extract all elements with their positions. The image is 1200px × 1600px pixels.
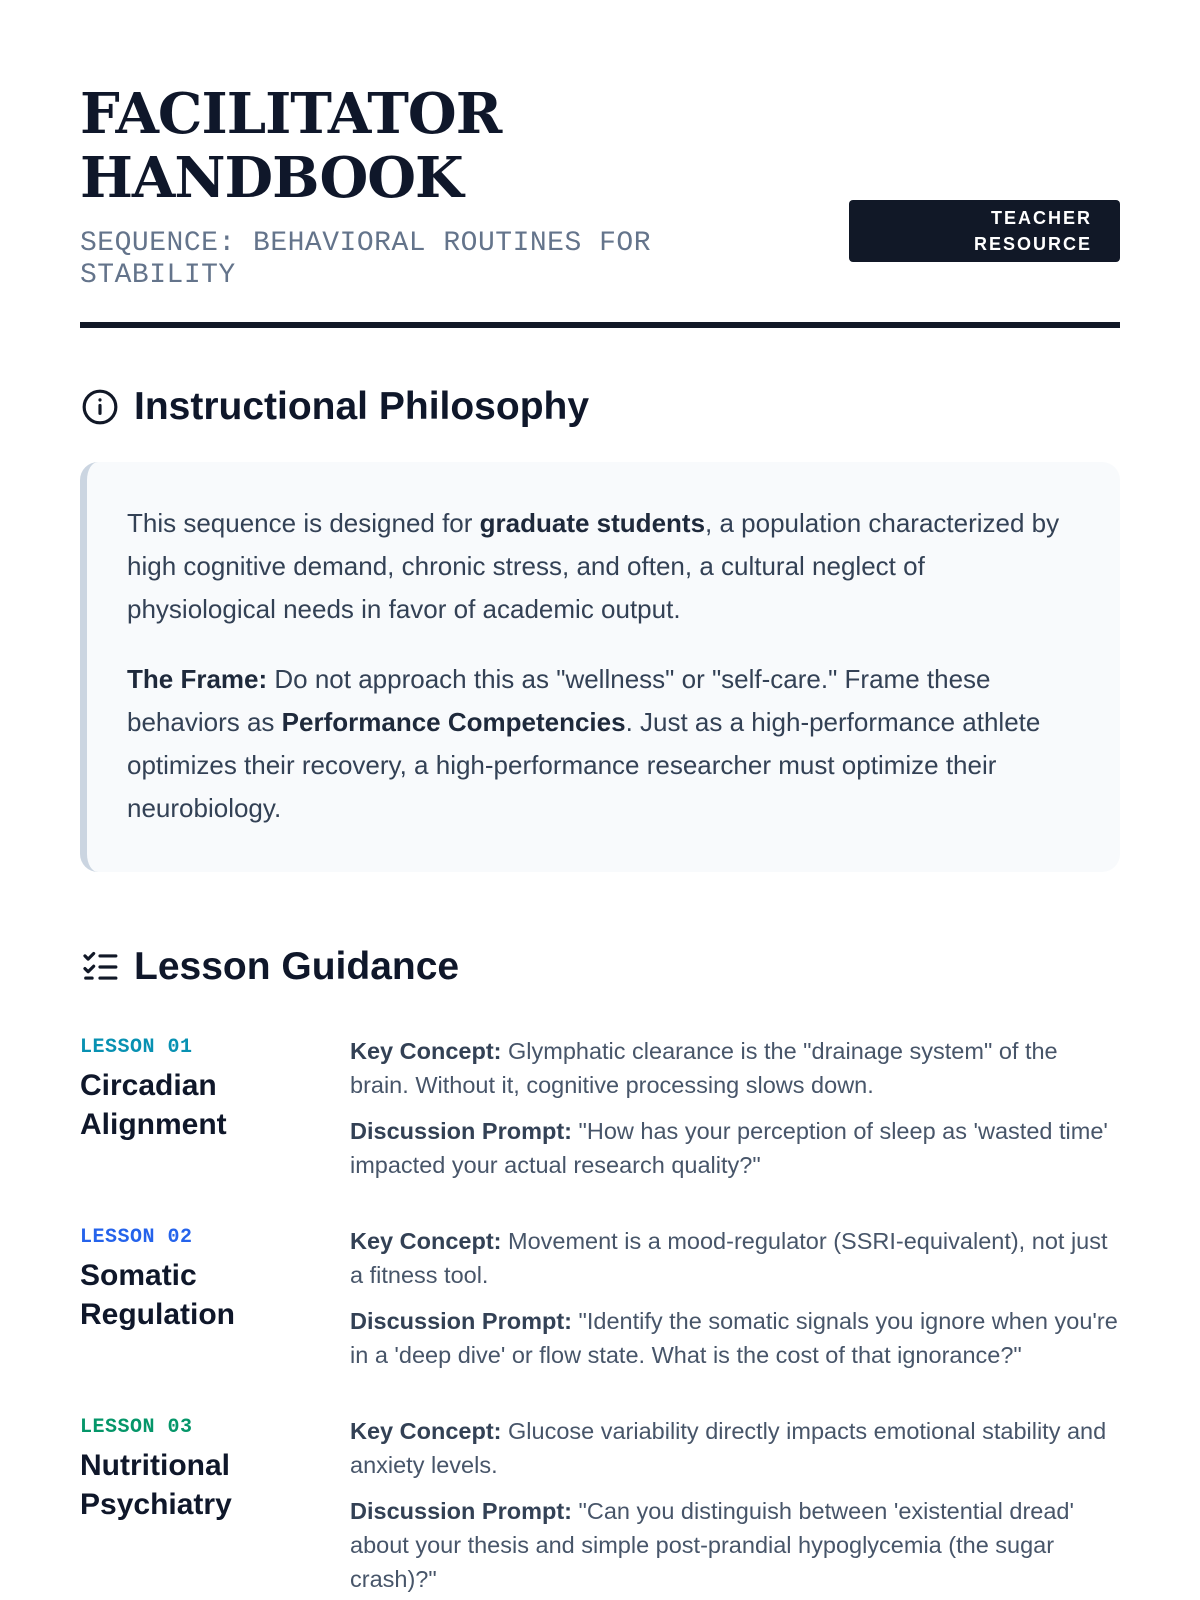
emphasis-graduate-students: graduate students <box>479 508 706 538</box>
lesson-item <box>80 1224 1120 1372</box>
page-subtitle: SEQUENCE: BEHAVIORAL ROUTINES FOR STABILITY <box>80 228 651 291</box>
philosophy-callout <box>80 462 1120 872</box>
text-run: , a population characterized by high cognitive demand, chronic stress, and often, a cultural neglect of physiological needs in favor of academic output. <box>127 508 1060 624</box>
discussion-prompt <box>350 1304 1120 1372</box>
lesson-detail-column <box>350 1414 1120 1596</box>
discussion-prompt <box>350 1494 1120 1596</box>
discussion-prompt-label: Discussion Prompt: <box>350 1498 572 1524</box>
discussion-prompt <box>350 1114 1120 1182</box>
discussion-prompt-label: Discussion Prompt: <box>350 1118 572 1144</box>
guidance-heading: Lesson Guidance <box>134 945 460 988</box>
key-concept-label: Key Concept: <box>350 1228 502 1254</box>
lesson-number: LESSON 01 <box>80 1036 193 1059</box>
lesson-item <box>80 1414 1120 1596</box>
lesson-number: LESSON 02 <box>80 1226 193 1249</box>
text-run: . Just as a high-performance athlete optimizes their recovery, a high-performance researcher must optimize their neurobiology. <box>127 707 1041 823</box>
guidance-section-header <box>80 944 1120 990</box>
key-concept <box>350 1034 1120 1102</box>
page-header <box>80 0 1120 292</box>
discussion-prompt-text: "Identify the somatic signals you ignore when you're in a 'deep dive' or flow state. What is the cost of that ignorance?" <box>350 1308 1118 1368</box>
lesson-title: Somatic Regulation <box>80 1259 235 1331</box>
badge-line-2: RESOURCE <box>973 234 1092 254</box>
key-concept <box>350 1224 1120 1292</box>
key-concept-text: Glucose variability directly impacts emotional stability and anxiety levels. <box>350 1418 1107 1478</box>
title-block <box>80 82 849 292</box>
frame-label: The Frame: <box>127 664 268 694</box>
key-concept-label: Key Concept: <box>350 1418 502 1444</box>
lesson-detail-column <box>350 1034 1120 1182</box>
lesson-title: Circadian Alignment <box>80 1069 227 1141</box>
philosophy-paragraph-2 <box>127 658 1080 830</box>
philosophy-paragraph-1 <box>127 502 1080 631</box>
lesson-label-column <box>80 1034 350 1182</box>
lesson-label-column <box>80 1414 350 1596</box>
discussion-prompt-text: "How has your perception of sleep as 'wasted time' impacted your actual research quality?" <box>350 1118 1108 1178</box>
key-concept <box>350 1414 1120 1482</box>
lesson-number: LESSON 03 <box>80 1416 193 1439</box>
philosophy-heading: Instructional Philosophy <box>134 385 590 428</box>
discussion-prompt-label: Discussion Prompt: <box>350 1308 572 1334</box>
badge-line-1: TEACHER <box>990 208 1092 228</box>
lesson-label-column <box>80 1224 350 1372</box>
text-run: This sequence is designed for <box>127 508 480 538</box>
text-run: Do not approach this as "wellness" or "self-care." Frame these behaviors as <box>127 664 991 737</box>
lesson-list <box>80 1034 1120 1596</box>
lesson-title: Nutritional Psychiatry <box>80 1449 232 1521</box>
key-concept-label: Key Concept: <box>350 1038 502 1064</box>
header-divider <box>80 322 1120 328</box>
teacher-resource-badge <box>849 200 1120 262</box>
page-title: FACILITATOR HANDBOOK <box>80 81 502 211</box>
key-concept-text: Glymphatic clearance is the "drainage system" of the brain. Without it, cognitive processing slows down. <box>350 1038 1058 1098</box>
lesson-detail-column <box>350 1224 1120 1372</box>
philosophy-section-header <box>80 384 1120 430</box>
info-circle-icon <box>80 387 120 427</box>
checklist-icon <box>80 947 120 987</box>
emphasis-performance-competencies: Performance Competencies <box>281 707 626 737</box>
key-concept-text: Movement is a mood-regulator (SSRI-equivalent), not just a fitness tool. <box>350 1228 1108 1288</box>
discussion-prompt-text: "Can you distinguish between 'existential dread' about your thesis and simple post-prandial hypoglycemia (the sugar crash)?" <box>350 1498 1074 1592</box>
lesson-item <box>80 1034 1120 1182</box>
